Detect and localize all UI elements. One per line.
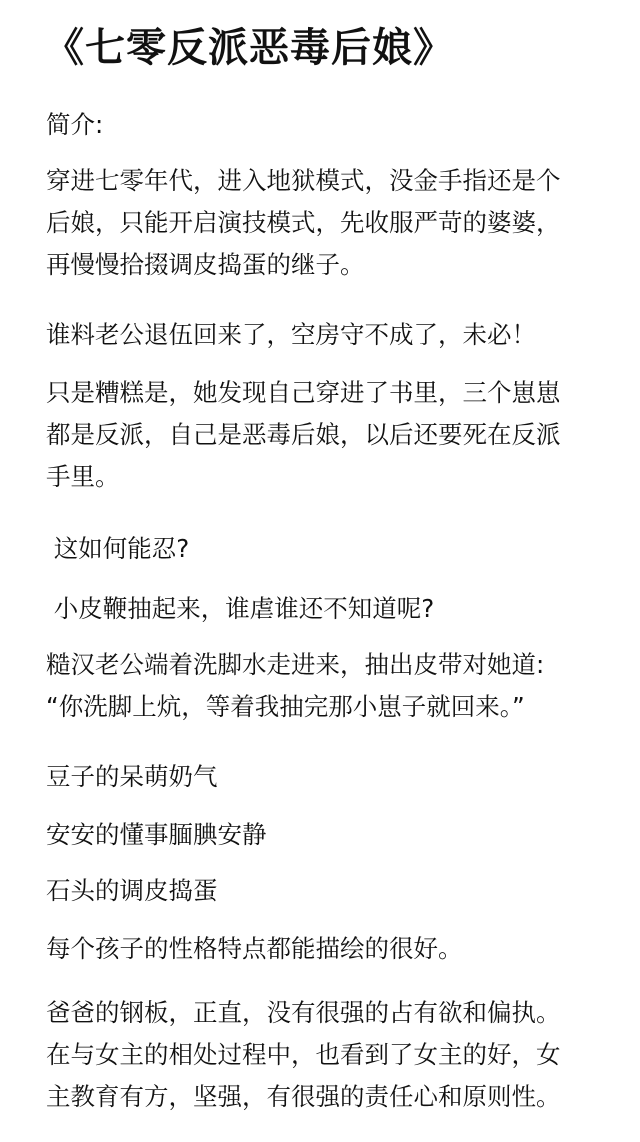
text-line: 小皮鞭抽起来，谁虐谁还不知道呢? [46, 594, 435, 623]
text-line: 豆子的呆萌奶气 [46, 762, 218, 791]
text-line: “你洗脚上炕，等着我抽完那小崽子就回来。” [46, 692, 525, 721]
text-line: 主教育有方，坚强，有很强的责任心和原则性。 [46, 1082, 561, 1111]
text-line: 谁料老公退伍回来了，空房守不成了，未必！ [46, 320, 536, 349]
synopsis-paragraph [46, 372, 631, 498]
review-paragraph [46, 992, 631, 1118]
review-paragraph [46, 870, 631, 912]
synopsis-paragraph [46, 314, 631, 356]
review-paragraph [46, 756, 631, 798]
text-line: 这如何能忍? [46, 534, 190, 563]
text-line: 手里。 [46, 462, 120, 491]
review-paragraph [46, 928, 631, 970]
text-line: 石头的调皮捣蛋 [46, 876, 218, 905]
text-line: 在与女主的相处过程中，也看到了女主的好，女 [46, 1040, 561, 1069]
text-line: 简介: [46, 110, 104, 139]
text-line: 只是糟糕是，她发现自己穿进了书里，三个崽崽 [46, 378, 561, 407]
text-line: 再慢慢拾掇调皮捣蛋的继子。 [46, 250, 365, 279]
text-line: 都是反派，自己是恶毒后娘，以后还要死在反派 [46, 420, 561, 449]
synopsis-paragraph [46, 160, 631, 286]
text-line: 后娘，只能开启演技模式，先收服严苛的婆婆， [46, 208, 561, 237]
review-paragraph [46, 814, 631, 856]
book-title: 《七零反派恶毒后娘》 [44, 25, 454, 71]
intro-label [46, 104, 631, 146]
synopsis-paragraph [46, 588, 631, 630]
text-line: 安安的懂事腼腆安静 [46, 820, 267, 849]
synopsis-paragraph [46, 644, 631, 728]
text-line: 糙汉老公端着洗脚水走进来，抽出皮带对她道: [46, 650, 545, 679]
text-line: 穿进七零年代，进入地狱模式，没金手指还是个 [46, 166, 561, 195]
text-line: 每个孩子的性格特点都能描绘的很好。 [46, 934, 463, 963]
text-line: 爸爸的钢板，正直，没有很强的占有欲和偏执。 [46, 998, 561, 1027]
synopsis-paragraph [46, 528, 631, 570]
